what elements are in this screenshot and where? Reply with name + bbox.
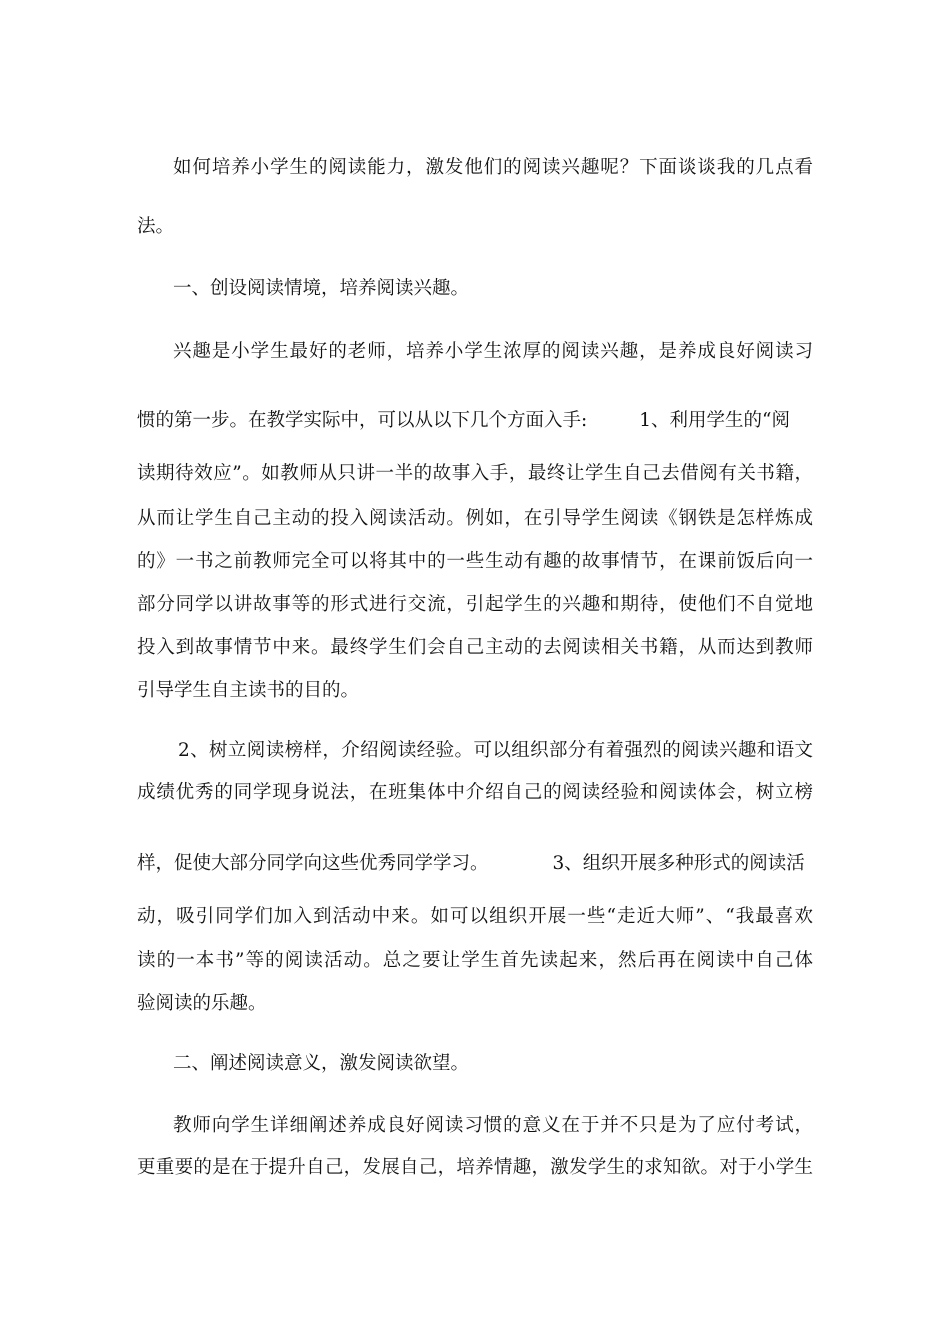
paragraph-role-model-line-2: 成绩优秀的同学现身说法，在班集体中介绍自己的阅读经验和阅读体会，树立榜 — [137, 782, 813, 803]
paragraph-interest-line-3: 读期待效应”。如教师从只讲一半的故事入手，最终让学生自己去借阅有关书籍， — [137, 463, 813, 484]
text-segment: 1、利用学生的“阅 — [639, 410, 790, 431]
paragraph-interest-line-8: 引导学生自主读书的目的。 — [137, 680, 360, 701]
paragraph-activities-line-3: 验阅读的乐趣。 — [137, 993, 267, 1014]
text-segment: 3、组织开展多种形式的阅读活 — [552, 853, 805, 874]
paragraph-intro-line-2: 法。 — [137, 216, 175, 237]
paragraph-activities-line-2: 读的一本书”等的阅读活动。总之要让学生首先读起来，然后再在阅读中自己体 — [137, 950, 813, 971]
section-heading-1: 一、创设阅读情境，培养阅读兴趣。 — [173, 278, 470, 299]
paragraph-role-model-line-1: 2、树立阅读榜样，介绍阅读经验。可以组织部分有着强烈的阅读兴趣和语文 — [178, 740, 813, 761]
text-segment: 样，促使大部分同学向这些优秀同学学习。 — [137, 853, 489, 874]
paragraph-interest-line-1: 兴趣是小学生最好的老师，培养小学生浓厚的阅读兴趣，是养成良好阅读习 — [173, 341, 813, 362]
paragraph-interest-line-6: 部分同学以讲故事等的形式进行交流，引起学生的兴趣和期待，使他们不自觉地 — [137, 594, 813, 615]
text-segment: 惯的第一步。在教学实际中，可以从以下几个方面入手: — [137, 410, 588, 431]
paragraph-activities-line-1: 动，吸引同学们加入到活动中来。如可以组织开展一些“走近大师”、“我最喜欢 — [137, 906, 813, 927]
paragraph-intro-line-1: 如何培养小学生的阅读能力，激发他们的阅读兴趣呢？下面谈谈我的几点看 — [173, 157, 813, 178]
paragraph-meaning-line-2: 更重要的是在于提升自己，发展自己，培养情趣，激发学生的求知欲。对于小学生 — [137, 1157, 813, 1178]
paragraph-meaning-line-1: 教师向学生详细阐述养成良好阅读习惯的意义在于并不只是为了应付考试， — [173, 1115, 813, 1136]
paragraph-interest-line-7: 投入到故事情节中来。最终学生们会自己主动的去阅读相关书籍，从而达到教师 — [137, 637, 813, 658]
paragraph-interest-line-5: 的》一书之前教师完全可以将其中的一些生动有趣的故事情节，在课前饭后向一 — [137, 551, 813, 572]
paragraph-role-model-line-3 — [137, 848, 813, 880]
paragraph-interest-line-2 — [137, 405, 813, 437]
section-heading-2: 二、阐述阅读意义，激发阅读欲望。 — [173, 1053, 470, 1074]
paragraph-interest-line-4: 从而让学生自己主动的投入阅读活动。例如，在引导学生阅读《钢铁是怎样炼成 — [137, 508, 813, 529]
